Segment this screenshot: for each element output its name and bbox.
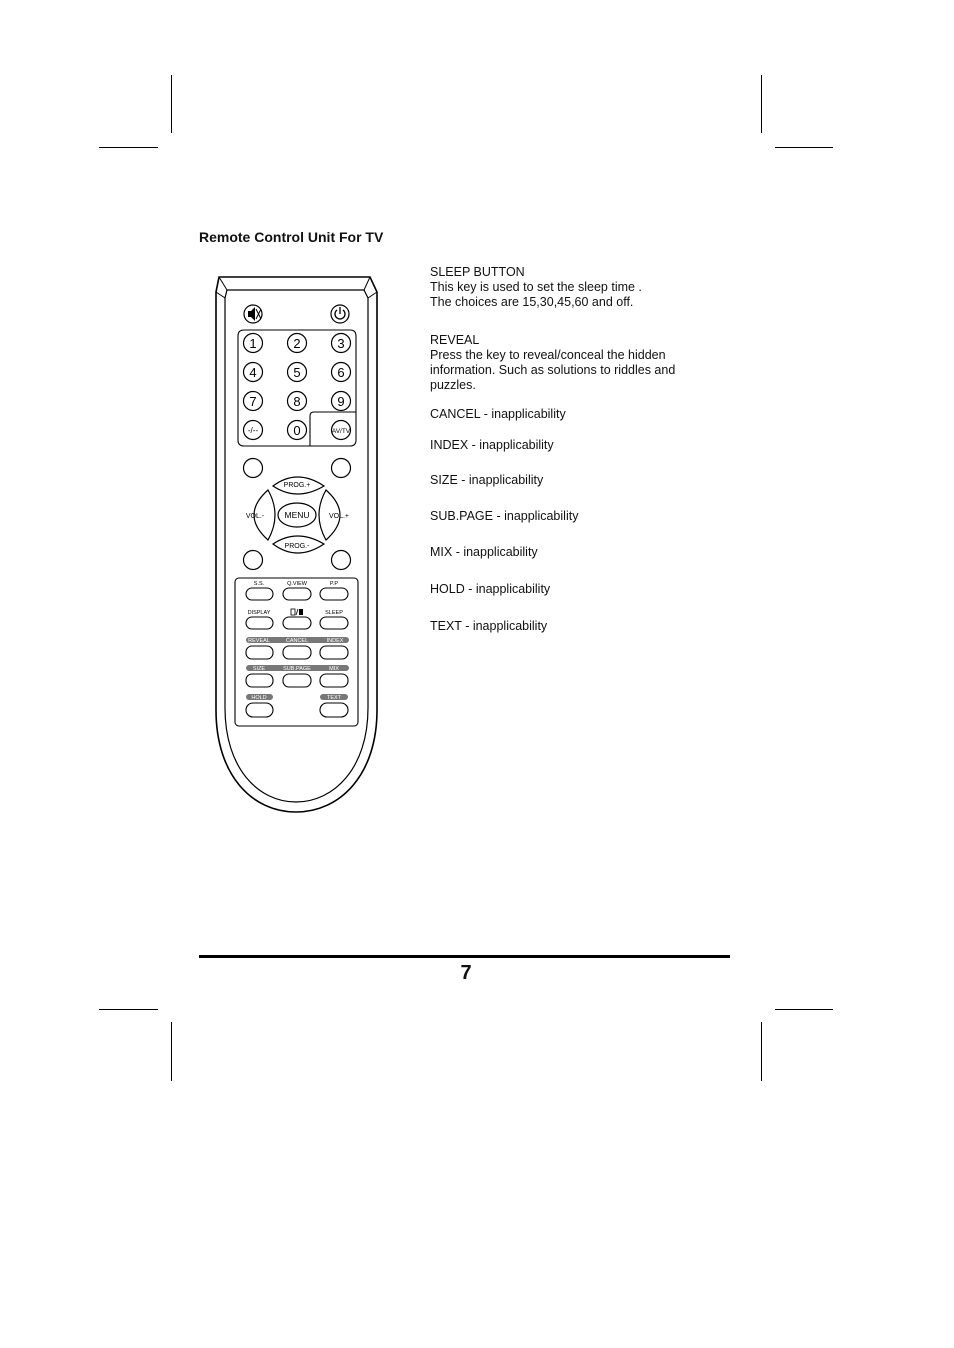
power-button[interactable] xyxy=(331,305,349,323)
crop-mark xyxy=(775,1009,833,1010)
number-pad xyxy=(244,334,351,440)
svg-text:6: 6 xyxy=(337,365,345,380)
cancel-button[interactable] xyxy=(283,646,311,659)
subpage-label: SUB.PAGE xyxy=(283,666,311,672)
svg-text:-/--: -/-- xyxy=(247,426,259,435)
subpage-button[interactable] xyxy=(283,674,311,687)
svg-text:MENU: MENU xyxy=(284,510,310,520)
crop-mark xyxy=(761,75,762,133)
sleep-text-line: The choices are 15,30,45,60 and off. xyxy=(430,295,634,309)
reveal-description xyxy=(430,333,730,393)
reveal-button[interactable] xyxy=(246,646,273,659)
color-key-top-right[interactable] xyxy=(332,459,351,478)
digit-7-button[interactable] xyxy=(244,392,263,411)
digit-6-button[interactable] xyxy=(332,363,351,382)
pp-button[interactable] xyxy=(320,588,348,600)
text-button[interactable] xyxy=(320,703,348,717)
crop-mark xyxy=(171,1022,172,1081)
digit-4-button[interactable] xyxy=(244,363,263,382)
digit-9-button[interactable] xyxy=(332,392,351,411)
sleep-description xyxy=(430,265,730,310)
qview-label: Q.VIEW xyxy=(287,581,307,587)
mix-label: MIX xyxy=(329,666,339,672)
dash-button[interactable] xyxy=(244,421,263,440)
subpage-description: SUB.PAGE - inapplicability xyxy=(430,509,579,523)
digit-0-button[interactable] xyxy=(288,421,307,440)
size-button[interactable] xyxy=(246,674,273,687)
teletext-icon xyxy=(291,609,303,615)
prog-down-button[interactable] xyxy=(273,536,324,553)
qview-button[interactable] xyxy=(283,588,311,600)
crop-mark xyxy=(171,75,172,133)
svg-text:3: 3 xyxy=(337,336,345,351)
svg-text:PROG.+: PROG.+ xyxy=(283,482,311,489)
ss-label: S.S. xyxy=(253,581,265,587)
sleep-title: SLEEP BUTTON xyxy=(430,265,525,279)
ss-button[interactable] xyxy=(246,588,273,600)
sleep-text-line: This key is used to set the sleep time . xyxy=(430,280,642,294)
svg-text:VOL.-: VOL.- xyxy=(245,513,265,520)
color-key-bottom-right[interactable] xyxy=(332,551,351,570)
digit-3-button[interactable] xyxy=(332,334,351,353)
hold-description: HOLD - inapplicability xyxy=(430,582,551,596)
pp-label: P.P xyxy=(329,581,339,587)
display-label: DISPLAY xyxy=(247,610,271,616)
index-button[interactable] xyxy=(320,646,348,659)
index-description: INDEX - inapplicability xyxy=(430,438,554,452)
digit-5-button[interactable] xyxy=(288,363,307,382)
crop-mark xyxy=(761,1022,762,1081)
power-icon xyxy=(335,307,345,319)
vol-down-button[interactable] xyxy=(246,490,275,540)
color-key-bottom-left[interactable] xyxy=(244,551,263,570)
prog-up-button[interactable] xyxy=(273,477,324,494)
index-label: INDEX xyxy=(326,638,344,644)
reveal-text-line: puzzles. xyxy=(430,378,476,392)
text-label: TEXT xyxy=(326,695,342,701)
reveal-text-line: Press the key to reveal/conceal the hidden xyxy=(430,348,666,362)
svg-text:5: 5 xyxy=(293,365,301,380)
hold-button[interactable] xyxy=(246,703,273,717)
crop-mark xyxy=(775,147,833,148)
text-description: TEXT - inapplicability xyxy=(430,619,548,633)
section-heading: Remote Control Unit For TV xyxy=(199,229,384,245)
digit-8-button[interactable] xyxy=(288,392,307,411)
cancel-label: CANCEL xyxy=(285,638,309,644)
svg-text:0: 0 xyxy=(293,423,301,438)
page-number: 7 xyxy=(460,962,472,984)
mix-button[interactable] xyxy=(320,674,348,687)
mix-description: MIX - inapplicability xyxy=(430,545,538,559)
footer-rule xyxy=(199,955,730,958)
svg-text:8: 8 xyxy=(293,394,301,409)
reveal-text-line: information. Such as solutions to riddles and xyxy=(430,363,676,377)
digit-2-button[interactable] xyxy=(288,334,307,353)
menu-button[interactable] xyxy=(278,503,316,527)
svg-text:PROG.-: PROG.- xyxy=(284,543,310,550)
reveal-title: REVEAL xyxy=(430,333,480,347)
svg-text:AV/TV: AV/TV xyxy=(331,428,351,435)
svg-text:1: 1 xyxy=(249,336,257,351)
sleep-button[interactable] xyxy=(320,617,348,629)
cancel-description: CANCEL - inapplicability xyxy=(430,407,566,421)
sleep-label: SLEEP xyxy=(325,610,343,616)
digit-1-button[interactable] xyxy=(244,334,263,353)
reveal-label: REVEAL xyxy=(248,638,270,644)
size-label: SIZE xyxy=(252,666,266,672)
color-key-top-left[interactable] xyxy=(244,459,263,478)
svg-text:7: 7 xyxy=(249,394,257,409)
remote-control-illustration xyxy=(210,270,380,820)
hold-label: HOLD xyxy=(251,695,267,701)
svg-text:4: 4 xyxy=(249,365,257,380)
svg-text:VOL.+: VOL.+ xyxy=(328,513,350,520)
mute-button[interactable] xyxy=(244,305,262,323)
teletext-button[interactable] xyxy=(283,617,311,629)
crop-mark xyxy=(99,147,158,148)
crop-mark xyxy=(99,1009,158,1010)
size-description: SIZE - inapplicability xyxy=(430,473,544,487)
display-button[interactable] xyxy=(246,617,273,629)
mute-icon xyxy=(248,307,261,321)
svg-text:9: 9 xyxy=(337,394,345,409)
svg-text:2: 2 xyxy=(293,336,301,351)
av-tv-button[interactable] xyxy=(332,421,351,440)
vol-up-button[interactable] xyxy=(319,490,349,540)
